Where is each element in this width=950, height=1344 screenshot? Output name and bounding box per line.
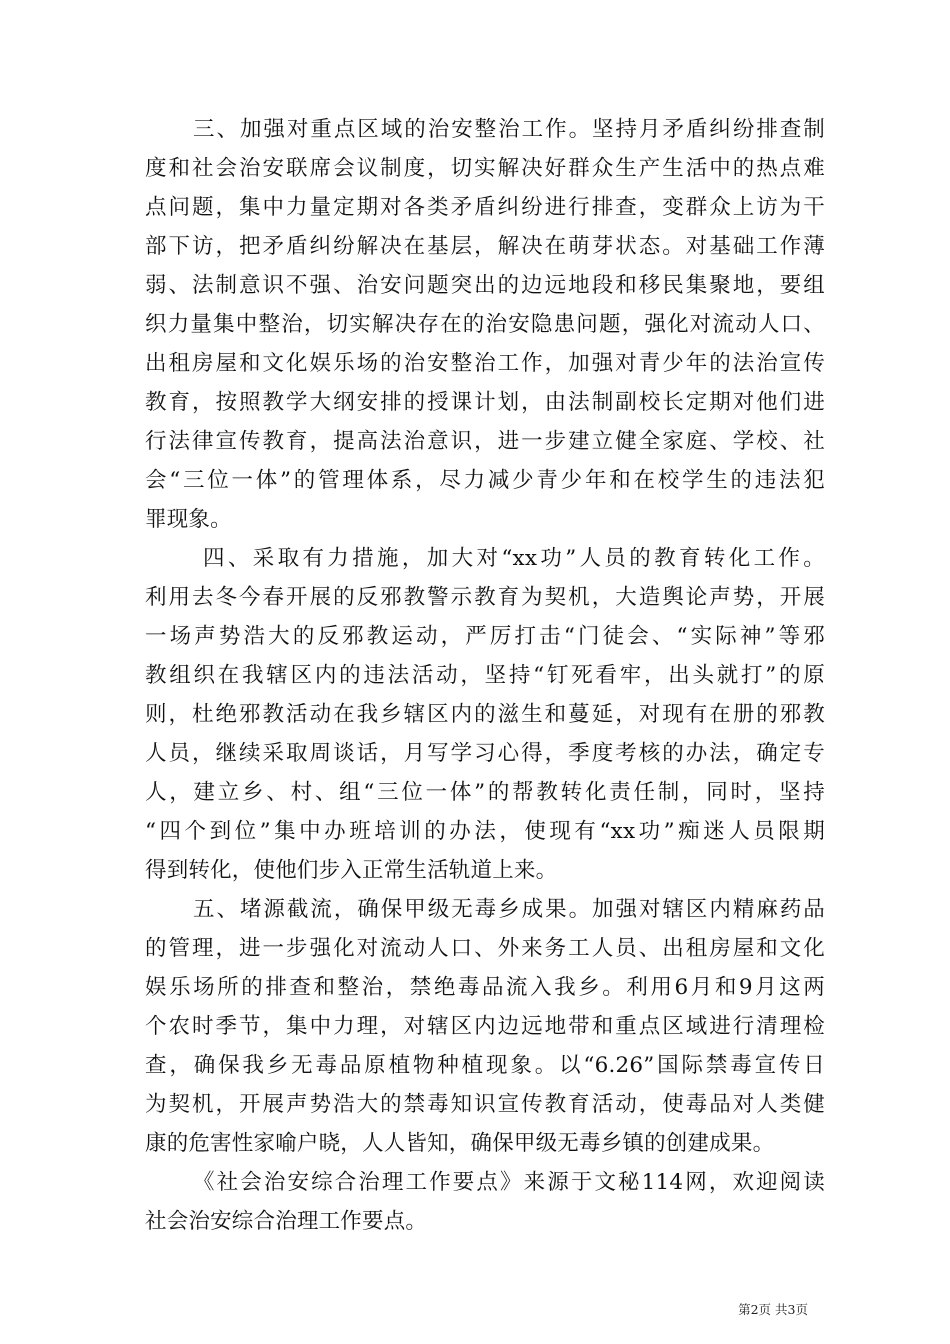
text-line: 社会治安综合治理工作要点。 — [145, 1209, 428, 1234]
text-line: “四个到位”集中办班培训的办法，使现有“xx功”痴迷人员限期 — [145, 819, 825, 844]
text-line: 《社会治安综合治理工作要点》来源于文秘114网，欢迎阅读 — [193, 1170, 825, 1195]
text-line: 为契机，开展声势浩大的禁毒知识宣传教育活动，使毒品对人类健 — [145, 1092, 825, 1117]
paragraph-public-security-rectification — [145, 110, 825, 539]
text-line: 康的危害性家喻户晓，人人皆知，确保甲级无毒乡镇的创建成果。 — [145, 1131, 775, 1156]
text-line: 三、加强对重点区域的治安整治工作。坚持月矛盾纠纷排查制 — [193, 117, 825, 142]
text-line: 部下访，把矛盾纠纷解决在基层，解决在萌芽状态。对基础工作薄 — [145, 234, 825, 259]
text-line: 会“三位一体”的管理体系，尽力减少青少年和在校学生的违法犯 — [145, 468, 825, 493]
text-line: 四、采取有力措施，加大对“xx功”人员的教育转化工作。 — [203, 546, 825, 571]
text-line: 弱、法制意识不强、治安问题突出的边远地段和移民集聚地，要组 — [145, 273, 825, 298]
text-line: 人，建立乡、村、组“三位一体”的帮教转化责任制，同时，坚持 — [145, 780, 825, 805]
text-line: 教组织在我辖区内的违法活动，坚持“钉死看牢，出头就打”的原 — [145, 663, 825, 688]
paragraph-source-note — [145, 1163, 825, 1241]
text-line: 织力量集中整治，切实解决存在的治安隐患问题，强化对流动人口、 — [145, 312, 825, 337]
paragraph-cult-education-transformation — [145, 539, 825, 890]
text-line: 出租房屋和文化娱乐场的治安整治工作，加强对青少年的法治宣传 — [145, 351, 825, 376]
text-line: 一场声势浩大的反邪教运动，严厉打击“门徒会、“实际神”等邪 — [145, 624, 825, 649]
text-line: 娱乐场所的排查和整治，禁绝毒品流入我乡。利用6月和9月这两 — [145, 975, 825, 1000]
text-line: 查，确保我乡无毒品原植物种植现象。以“6.26”国际禁毒宣传日 — [145, 1053, 825, 1078]
text-line: 则，杜绝邪教活动在我乡辖区内的滋生和蔓延，对现有在册的邪教 — [145, 702, 825, 727]
paragraph-drug-free-township — [145, 890, 825, 1163]
page-number: 第2页 共3页 — [738, 1302, 808, 1317]
text-line: 行法律宣传教育，提高法治意识，进一步建立健全家庭、学校、社 — [145, 429, 825, 454]
text-line: 度和社会治安联席会议制度，切实解决好群众生产生活中的热点难 — [145, 156, 825, 181]
text-line: 个农时季节，集中力理，对辖区内边远地带和重点区域进行清理检 — [145, 1014, 825, 1039]
text-line: 教育，按照教学大纲安排的授课计划，由法制副校长定期对他们进 — [145, 390, 825, 415]
document-body — [145, 110, 825, 1241]
text-line: 五、堵源截流，确保甲级无毒乡成果。加强对辖区内精麻药品 — [193, 897, 825, 922]
text-line: 点问题，集中力量定期对各类矛盾纠纷进行排查，变群众上访为干 — [145, 195, 825, 220]
text-line: 利用去冬今春开展的反邪教警示教育为契机，大造舆论声势，开展 — [145, 585, 825, 610]
text-line: 得到转化，使他们步入正常生活轨道上来。 — [145, 858, 558, 883]
text-line: 人员，继续采取周谈话，月写学习心得，季度考核的办法，确定专 — [145, 741, 825, 766]
text-line: 的管理，进一步强化对流动人口、外来务工人员、出租房屋和文化 — [145, 936, 825, 961]
text-line: 罪现象。 — [145, 507, 232, 532]
